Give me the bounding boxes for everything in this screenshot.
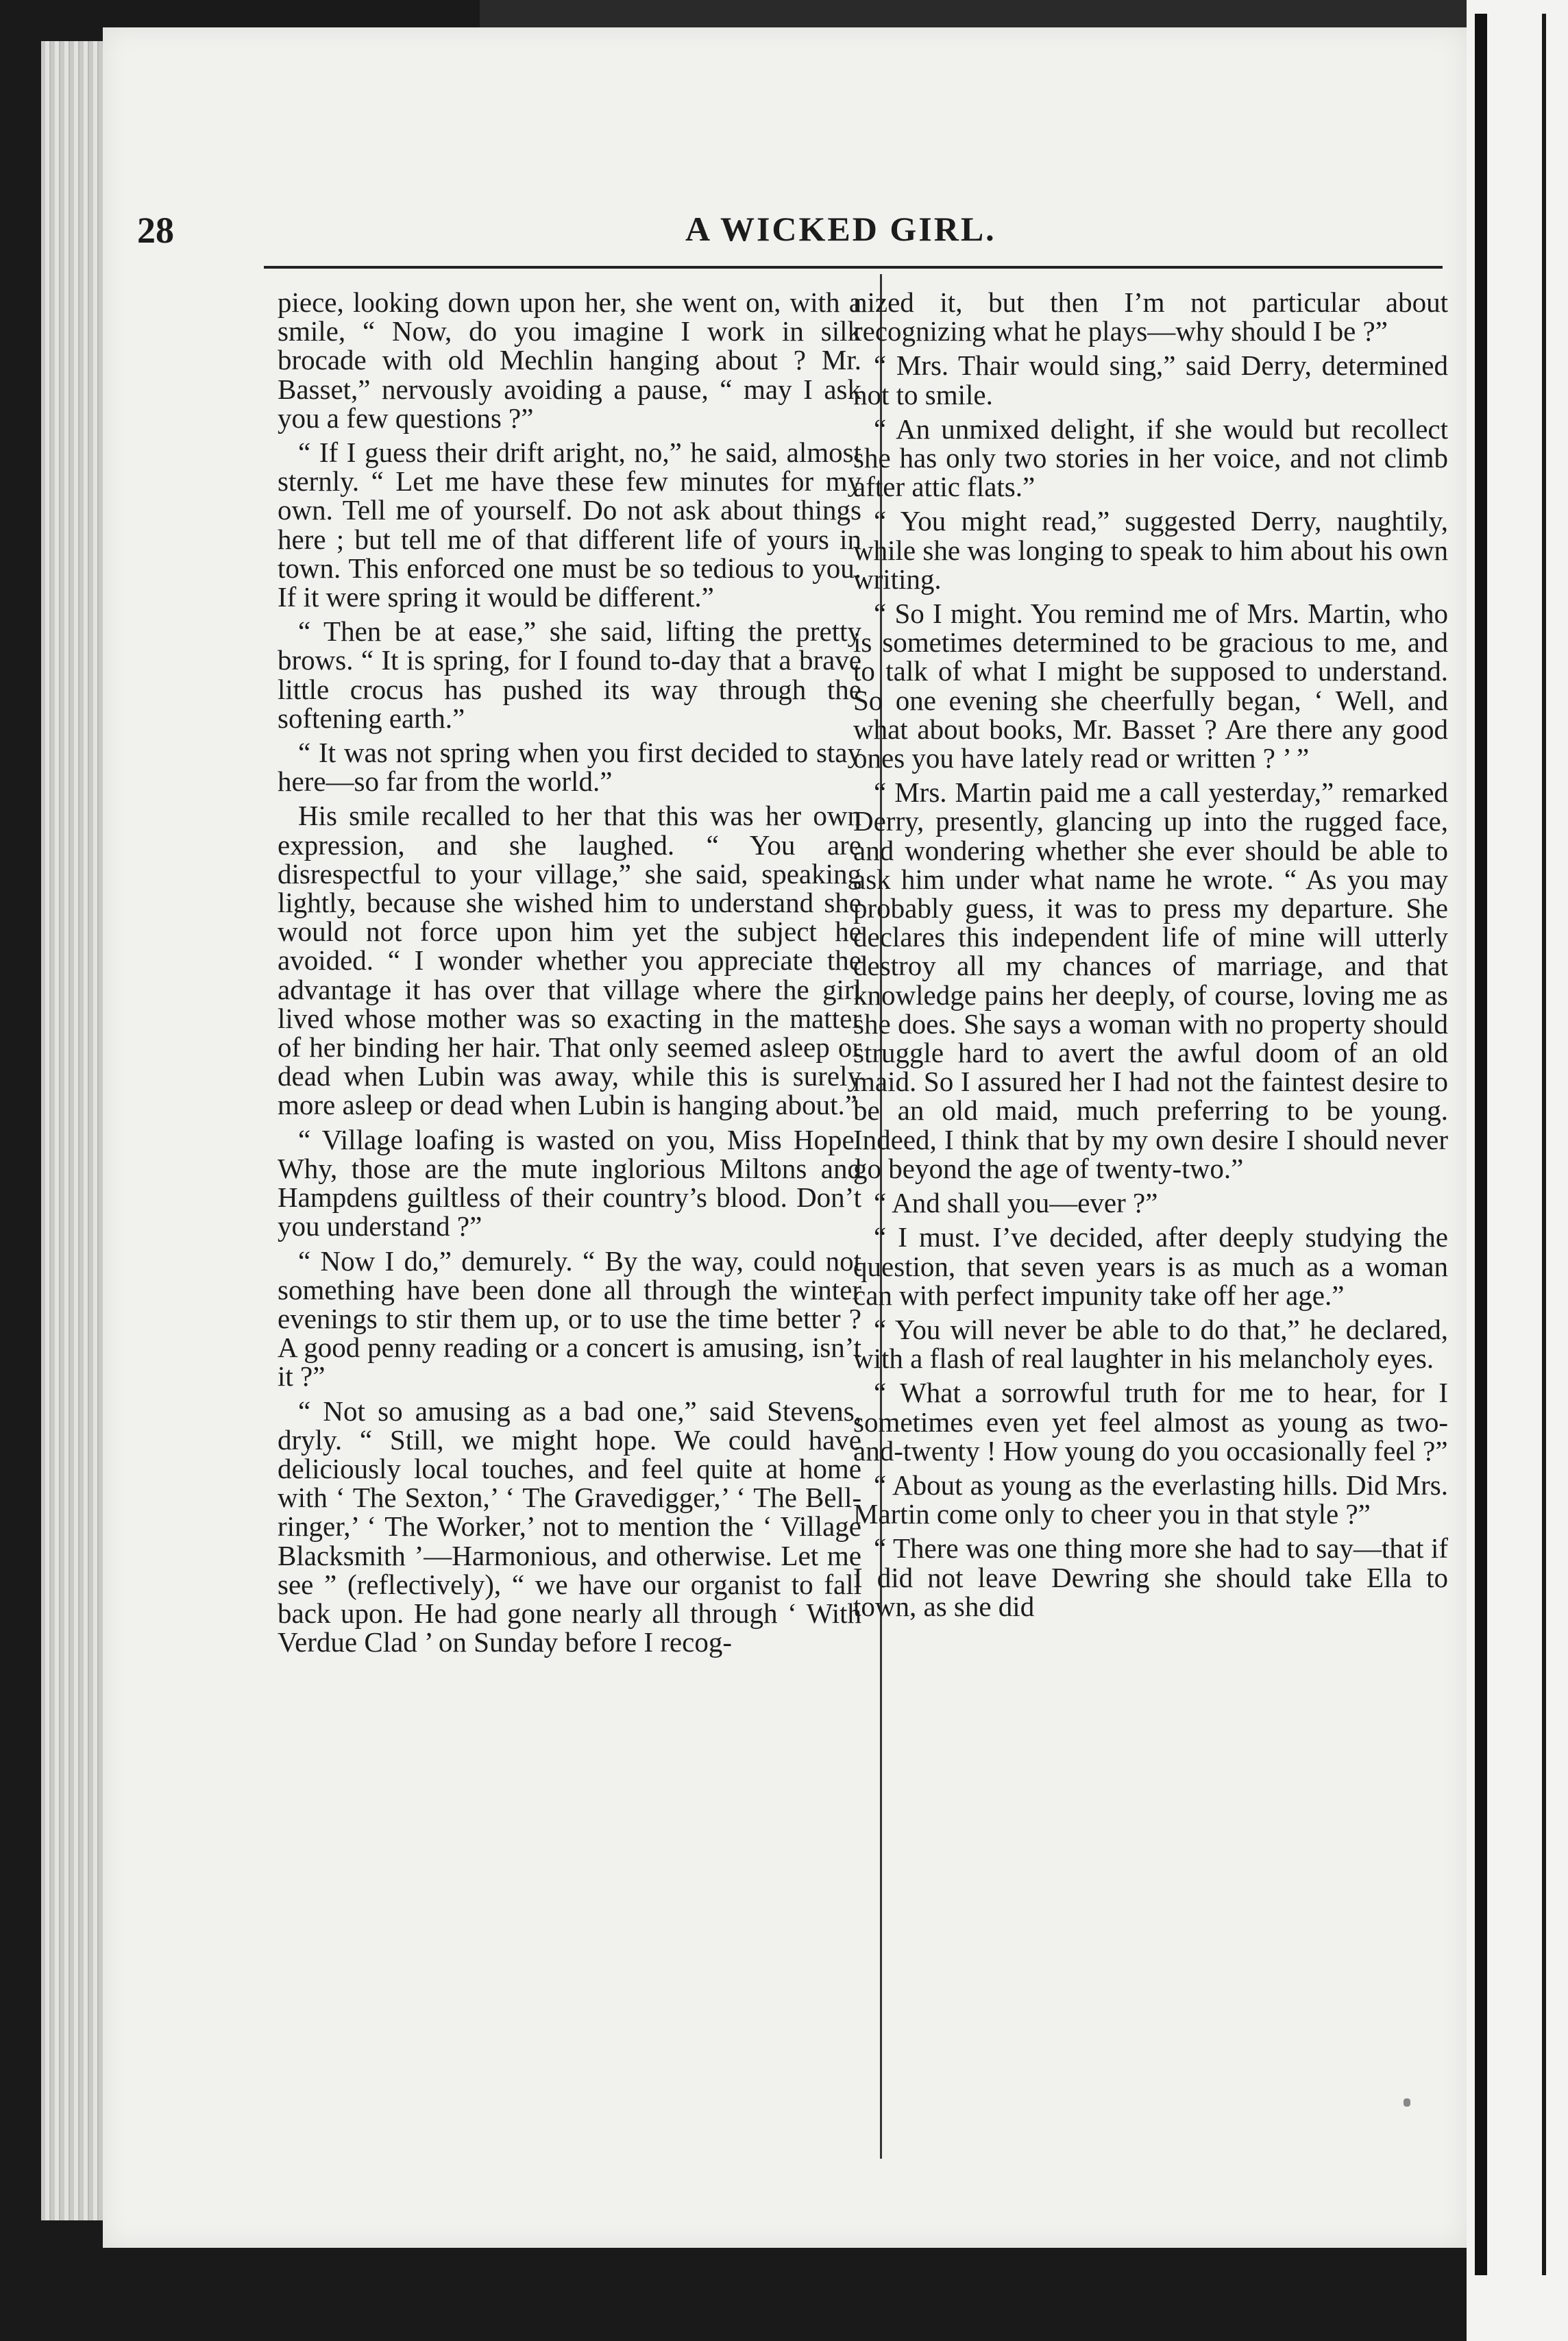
- binding-rule-thin: [1542, 14, 1546, 2275]
- paragraph: “ And shall you—ever ?”: [874, 1187, 1158, 1219]
- paragraph: “ An unmixed delight, if she would but recollect she has only two stories in her voice, and not climb after attic flats.”: [853, 413, 1448, 503]
- header-rule: [264, 266, 1443, 269]
- paragraph: “ What a sorrowful truth for me to hear, for I sometimes even yet feel almost as young as two-and-twenty ! How young do you occasionally feel ?”: [853, 1377, 1448, 1467]
- paragraph: “ Now I do,” demurely. “ By the way, could not something have been done all through the winter evenings to stir them up, or to use the time better ? A good penny reading or a concert is amusing, isn’t it ?”: [278, 1245, 861, 1393]
- left-column: [278, 288, 861, 2166]
- paragraph: “ I must. I’ve decided, after deeply studying the question, that seven years is as much as a woman can with perfect impunity take off her age.”: [853, 1221, 1448, 1311]
- paragraph: “ There was one thing more she had to say—that if I did not leave Dewring she should take Ella to town, as she did: [853, 1532, 1448, 1622]
- paragraph: “ Mrs. Thair would sing,” said Derry, determined not to smile.: [853, 350, 1448, 410]
- paragraph: “ Village loafing is wasted on you, Miss Hope. Why, those are the mute inglorious Miltons and Hampdens guiltless of their country’s blood. Don’t you understand ?”: [278, 1123, 861, 1242]
- paragraph: “ If I guess their drift aright, no,” he said, almost sternly. “ Let me have these few minutes for my own. Tell me of yourself. Do not ask about things here ; but tell me of that different life of yours in town. This enforced one must be so tedious to you. If it were spring it would be different.”: [278, 437, 861, 613]
- page-number: 28: [137, 210, 174, 251]
- paragraph: “ So I might. You remind me of Mrs. Martin, who is sometimes determined to be gracious to me, and to talk of what I might be supposed to understand. So one evening she cheerfully began, ‘ Well, and what about books, Mr. Basset ? Are there any good ones you have lately read or written ? ’ ”: [853, 598, 1448, 774]
- scan-top-strip: [480, 0, 1467, 27]
- paragraph: “ You will never be able to do that,” he declared, with a flash of real laughter in his melancholy eyes.: [853, 1313, 1448, 1375]
- binding-rule: [1475, 14, 1487, 2275]
- running-title: A WICKED GIRL.: [685, 210, 996, 248]
- paragraph: “ About as young as the everlasting hills. Did Mrs. Martin come only to cheer you in that style ?”: [853, 1469, 1448, 1530]
- scan-right-margin: [1467, 0, 1568, 2341]
- right-column: [848, 288, 1448, 2166]
- paragraph: piece, looking down upon her, she went on, with a smile, “ Now, do you imagine I work in silk brocade with old Mechlin hanging about ? Mr. Basset,” nervously avoiding a pause, “ may I ask you a few questions ?”: [278, 288, 861, 434]
- scan-speck: [1404, 2098, 1410, 2107]
- paragraph: nized it, but then I’m not particular about recognizing what he plays—why should I be ?”: [853, 288, 1448, 347]
- paragraph: His smile recalled to her that this was her own expression, and she laughed. “ You are disrespectful to your village,” she said, speaking lightly, because she wished him to understand she would not force upon him yet the subject he avoided. “ I wonder whether you appreciate the advantage it has over that village where the girl lived whose mother was so exacting in the matter of her binding her hair. That only seemed asleep or dead when Lubin was away, while this is surely more asleep or dead when Lubin is hanging about.”: [278, 800, 861, 1121]
- paragraph: “ It was not spring when you first decided to stay here—so far from the world.”: [278, 737, 861, 798]
- paragraph: “ Mrs. Martin paid me a call yesterday,” remarked Derry, presently, glancing up into the rugged face, and wondering whether she ever should be able to ask him under what name he wrote. “ As you may probably guess, it was to press my departure. She declares this independent life of mine will utterly destroy all my chances of marriage, and that knowledge pains her deeply, of course, loving me as she does. She says a woman with no property should struggle hard to avert the awful doom of an old maid. So I assured her I had not the faintest desire to be an old maid, much preferring to be young. Indeed, I think that by my own desire I should never go beyond the age of twenty-two.”: [853, 776, 1448, 1184]
- paragraph: “ Then be at ease,” she said, lifting the pretty brows. “ It is spring, for I found to-day that a brave little crocus has pushed its way through the softening earth.”: [278, 615, 861, 734]
- paragraph: “ You might read,” suggested Derry, naughtily, while she was longing to speak to him about his own writing.: [853, 505, 1448, 595]
- paragraph: “ Not so amusing as a bad one,” said Stevens, dryly. “ Still, we might hope. We could have deliciously local touches, and feel quite at home with ‘ The Sexton,’ ‘ The Gravedigger,’ ‘ The Bell-ringer,’ ‘ The Worker,’ not to mention the ‘ Village Blacksmith ’—Harmonious, and otherwise. Let me see ” (reflectively), “ we have our organist to fall back upon. He had gone nearly all through ‘ With Verdue Clad ’ on Sunday before I recog-: [278, 1395, 861, 1658]
